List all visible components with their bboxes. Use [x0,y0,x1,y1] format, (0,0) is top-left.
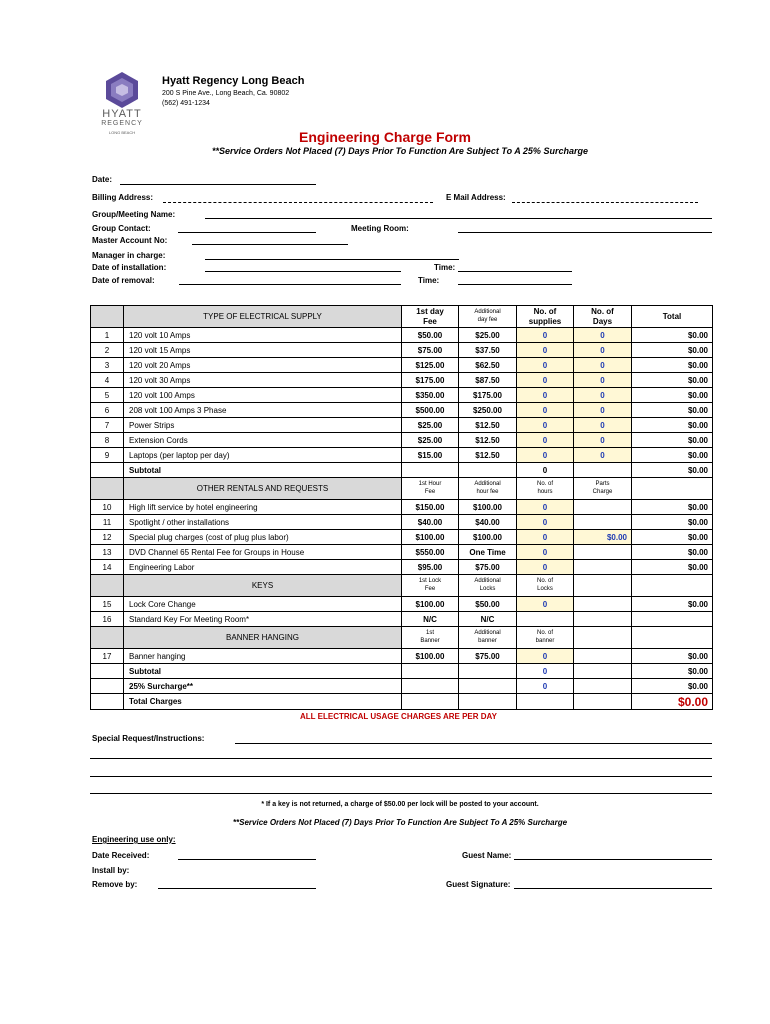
header-line: banner [478,637,497,644]
group-contact-field[interactable] [178,232,316,233]
row-description: Banner hanging [123,648,402,664]
row-blank [573,462,632,478]
row-blank [516,693,574,710]
row-number: 13 [90,544,124,560]
header-blank [573,574,632,597]
row-total: $0.00 [631,447,713,463]
header-blank [90,477,124,500]
row-number: 9 [90,447,124,463]
row-days-input[interactable]: 0 [573,372,632,388]
header-line: Days [592,316,613,326]
billing-address-label: Billing Address: [92,193,154,202]
row-blank [458,678,517,694]
row-days-input[interactable]: 0 [573,432,632,448]
row-number: 12 [90,529,124,545]
subtotal-quantity: 0 [516,462,574,478]
row-quantity-input[interactable] [516,611,574,627]
row-quantity-input[interactable]: 0 [516,499,574,515]
row-total: $0.00 [631,544,713,560]
header-blank [631,574,713,597]
row-fee: $50.00 [401,327,459,343]
remove-by-field[interactable] [158,888,316,889]
row-fee: $350.00 [401,387,459,403]
date-installation-label: Date of installation: [92,263,167,272]
days-header [573,305,632,328]
row-quantity-input[interactable]: 0 [516,447,574,463]
special-requests-line-4[interactable] [90,793,712,794]
locks-header [516,574,574,597]
row-blank [401,693,459,710]
row-blank [90,693,124,710]
header-line: Additional [474,481,501,487]
meeting-room-field[interactable] [458,232,712,233]
row-additional: $50.00 [458,596,517,612]
row-description: Engineering Labor [123,559,402,575]
row-number: 15 [90,596,124,612]
row-description: 120 volt 20 Amps [123,357,402,373]
total-header: Total [631,305,713,328]
row-description: 208 volt 100 Amps 3 Phase [123,402,402,418]
header-line: No. of [536,578,553,584]
totals-label: 25% Surcharge** [123,678,402,694]
row-description: Laptops (per laptop per day) [123,447,402,463]
row-fee: $100.00 [401,596,459,612]
row-parts-input[interactable] [573,544,632,560]
hours-header [516,477,574,500]
per-day-note: ALL ELECTRICAL USAGE CHARGES ARE PER DAY [300,712,497,721]
time-install-field[interactable] [458,271,572,272]
row-days-input[interactable]: 0 [573,417,632,433]
row-additional: $40.00 [458,514,517,530]
row-fee: $40.00 [401,514,459,530]
electrical-type-header: TYPE OF ELECTRICAL SUPPLY [123,305,402,328]
header-blank [90,574,124,597]
billing-address-field[interactable] [163,202,433,203]
first-hour-header [401,477,459,500]
master-account-label: Master Account No: [92,236,168,245]
row-blank [573,611,632,627]
row-days-input[interactable]: 0 [573,387,632,403]
row-parts-input[interactable] [573,559,632,575]
row-total [631,611,713,627]
row-number: 8 [90,432,124,448]
meeting-room-label: Meeting Room: [351,224,409,233]
additional-day-header [458,305,517,328]
row-total: $0.00 [631,514,713,530]
row-description: Special plug charges (cost of plug plus labor) [123,529,402,545]
row-quantity-input[interactable]: 0 [516,432,574,448]
row-description: Standard Key For Meeting Room* [123,611,402,627]
special-requests-label: Special Request/Instructions: [92,734,205,743]
row-quantity-input[interactable]: 0 [516,596,574,612]
row-number: 7 [90,417,124,433]
row-fee: $100.00 [401,529,459,545]
header-blank [573,626,632,649]
other-rentals-header: OTHER RENTALS AND REQUESTS [123,477,402,500]
banner-header: BANNER HANGING [123,626,402,649]
row-number: 5 [90,387,124,403]
email-address-label: E Mail Address: [446,193,506,202]
row-total: $0.00 [631,402,713,418]
row-total: $0.00 [631,372,713,388]
header-line: No. of [536,481,553,487]
header-blank [90,626,124,649]
row-quantity-input[interactable]: 0 [516,529,574,545]
row-number: 4 [90,372,124,388]
time-removal-field[interactable] [458,284,572,285]
row-blank [573,678,632,694]
special-requests-line-2[interactable] [90,758,712,759]
header-blank [631,626,713,649]
row-number: 17 [90,648,124,664]
row-total: $0.00 [631,417,713,433]
row-days-input[interactable]: 0 [573,447,632,463]
header-line: Parts [595,481,610,487]
row-blank [573,663,632,679]
row-fee: $25.00 [401,432,459,448]
header-line: Locks [479,585,496,592]
header-line: Fee [423,316,437,326]
row-additional: $37.50 [458,342,517,358]
row-fee: N/C [401,611,459,627]
row-quantity-input[interactable]: 0 [516,648,574,664]
row-additional: $250.00 [458,402,517,418]
row-total: $0.00 [631,559,713,575]
row-additional: $175.00 [458,387,517,403]
header-line: Charge [592,488,613,495]
header-line: Additional [474,578,501,584]
first-banner-header [401,626,459,649]
additional-hour-header [458,477,517,500]
header-line: banner [535,637,555,644]
header-line: 1st Hour [418,481,442,487]
row-quantity-input[interactable]: 0 [516,402,574,418]
row-total: $0.00 [631,342,713,358]
row-additional: $75.00 [458,648,517,664]
row-total: $0.00 [631,357,713,373]
guest-signature-label: Guest Signature: [446,880,511,889]
header-line: No. of [536,630,553,636]
row-blank [458,462,517,478]
header-line: supplies [528,316,562,326]
row-additional: $12.50 [458,417,517,433]
manager-in-charge-label: Manager in charge: [92,251,166,260]
header-line: Fee [424,488,436,495]
date-received-field[interactable] [178,859,316,860]
header-line: day fee [477,316,498,323]
time-install-label: Time: [434,263,456,272]
totals-label: Subtotal [123,663,402,679]
master-account-field[interactable] [192,244,348,245]
row-days-input[interactable]: 0 [573,342,632,358]
row-description: DVD Channel 65 Rental Fee for Groups in House [123,544,402,560]
row-number: 11 [90,514,124,530]
row-additional: $100.00 [458,499,517,515]
row-quantity-input[interactable]: 0 [516,417,574,433]
row-blank [90,462,124,478]
header-line: hour fee [476,488,499,495]
form-title: Engineering Charge Form [299,129,471,145]
group-contact-label: Group Contact: [92,224,151,233]
row-total: $0.00 [631,387,713,403]
total-charges-value: $0.00 [631,693,713,710]
row-description: 120 volt 15 Amps [123,342,402,358]
surcharge-notice: **Service Orders Not Placed (7) Days Prior To Function Are Subject To A 25% Surcharge [212,146,588,156]
hotel-name: Hyatt Regency Long Beach [162,75,305,87]
row-days-input[interactable]: 0 [573,357,632,373]
keys-header: KEYS [123,574,402,597]
row-quantity-input[interactable]: 0 [516,342,574,358]
totals-label: Total Charges [123,693,402,710]
header-blank [90,305,124,328]
row-fee: $100.00 [401,648,459,664]
row-fee: $550.00 [401,544,459,560]
supplies-header [516,305,574,328]
row-quantity-input[interactable]: 0 [516,559,574,575]
row-fee: $95.00 [401,559,459,575]
footer-surcharge-notice: **Service Orders Not Placed (7) Days Prior To Function Are Subject To A 25% Surcharge [232,818,568,827]
row-additional: $12.50 [458,447,517,463]
time-removal-label: Time: [418,276,440,285]
guest-name-field[interactable] [514,859,712,860]
row-blank [573,596,632,612]
date-label: Date: [92,175,113,184]
engineering-use-label: Engineering use only: [92,835,176,844]
row-description: 120 volt 30 Amps [123,372,402,388]
guest-signature-field[interactable] [514,888,712,889]
date-removal-field[interactable] [179,284,401,285]
key-note: * If a key is not returned, a charge of $50.00 per lock will be posted to your account. [261,801,539,808]
row-description: Lock Core Change [123,596,402,612]
row-additional: N/C [458,611,517,627]
row-number: 16 [90,611,124,627]
guest-name-label: Guest Name: [462,851,512,860]
row-additional: $12.50 [458,432,517,448]
row-total: $0.00 [631,596,713,612]
row-number: 10 [90,499,124,515]
row-number: 3 [90,357,124,373]
row-blank [401,678,459,694]
row-description: High lift service by hotel engineering [123,499,402,515]
row-total: $0.00 [631,529,713,545]
row-blank [573,693,632,710]
first-lock-header [401,574,459,597]
row-fee: $75.00 [401,342,459,358]
row-additional: $75.00 [458,559,517,575]
row-number: 1 [90,327,124,343]
subtotal-total: $0.00 [631,462,713,478]
row-description: 120 volt 100 Amps [123,387,402,403]
group-meeting-name-label: Group/Meeting Name: [92,210,176,219]
header-line: Additional [474,630,501,636]
totals-value: $0.00 [631,663,713,679]
header-line: 1st Lock [418,578,442,584]
additional-locks-header [458,574,517,597]
row-blank [401,663,459,679]
row-number: 6 [90,402,124,418]
header-line: No. of [533,306,557,316]
header-line: No. of [591,306,614,316]
header-line: Fee [424,585,436,592]
row-days-input[interactable]: 0 [573,402,632,418]
row-quantity-input[interactable]: 0 [516,514,574,530]
row-description: 120 volt 10 Amps [123,327,402,343]
row-total: $0.00 [631,499,713,515]
row-number: 2 [90,342,124,358]
row-fee: $500.00 [401,402,459,418]
special-requests-line-1[interactable] [235,743,712,744]
row-total: $0.00 [631,432,713,448]
row-fee: $25.00 [401,417,459,433]
hotel-address: 200 S Pine Ave., Long Beach, Ca. 90802 [162,90,290,97]
row-number: 14 [90,559,124,575]
header-line: Additional [474,309,501,315]
row-parts-input[interactable]: $0.00 [573,529,632,545]
row-blank [573,648,632,664]
header-line: hours [537,488,553,495]
row-parts-input[interactable] [573,514,632,530]
row-quantity-input[interactable]: 0 [516,327,574,343]
row-fee: $150.00 [401,499,459,515]
row-days-input[interactable]: 0 [573,327,632,343]
group-meeting-name-field[interactable] [205,218,712,219]
row-quantity-input[interactable]: 0 [516,372,574,388]
row-fee: $125.00 [401,357,459,373]
row-description: Power Strips [123,417,402,433]
special-requests-line-3[interactable] [90,776,712,777]
row-blank [90,678,124,694]
row-fee: $15.00 [401,447,459,463]
header-line: 1st [425,630,434,636]
row-additional: One Time [458,544,517,560]
manager-in-charge-field[interactable] [205,259,459,260]
row-additional: $100.00 [458,529,517,545]
additional-banner-header [458,626,517,649]
row-fee: $175.00 [401,372,459,388]
row-parts-input[interactable] [573,499,632,515]
banner-count-header [516,626,574,649]
row-additional: $25.00 [458,327,517,343]
logo-sub: REGENCY [101,120,143,127]
row-total: $0.00 [631,648,713,664]
remove-by-label: Remove by: [92,880,138,889]
totals-value: $0.00 [631,678,713,694]
row-quantity-input[interactable]: 0 [516,357,574,373]
totals-quantity: 0 [516,678,574,694]
date-removal-label: Date of removal: [92,276,155,285]
logo-brand: HYATT [102,108,142,120]
parts-header [573,477,632,500]
row-quantity-input[interactable]: 0 [516,387,574,403]
hyatt-logo-icon [92,70,152,110]
subtotal-label: Subtotal [123,462,402,478]
first-day-header [401,305,459,328]
row-blank [458,693,517,710]
date-field[interactable] [120,184,316,185]
row-description: Extension Cords [123,432,402,448]
logo-city: LONG BEACH [108,130,136,135]
date-installation-field[interactable] [205,271,401,272]
row-quantity-input[interactable]: 0 [516,544,574,560]
row-blank [401,462,459,478]
totals-quantity: 0 [516,663,574,679]
row-additional: $87.50 [458,372,517,388]
date-received-label: Date Received: [92,851,150,860]
install-by-label: Install by: [92,866,130,875]
row-blank [458,663,517,679]
row-description: Spotlight / other installations [123,514,402,530]
hotel-phone: (562) 491-1234 [162,100,210,107]
row-total: $0.00 [631,327,713,343]
row-additional: $62.50 [458,357,517,373]
email-address-field[interactable] [512,202,698,203]
row-blank [90,663,124,679]
header-line: Banner [420,637,440,644]
header-line: 1st day [416,306,444,316]
header-line: Locks [537,585,553,592]
header-blank [631,477,713,500]
